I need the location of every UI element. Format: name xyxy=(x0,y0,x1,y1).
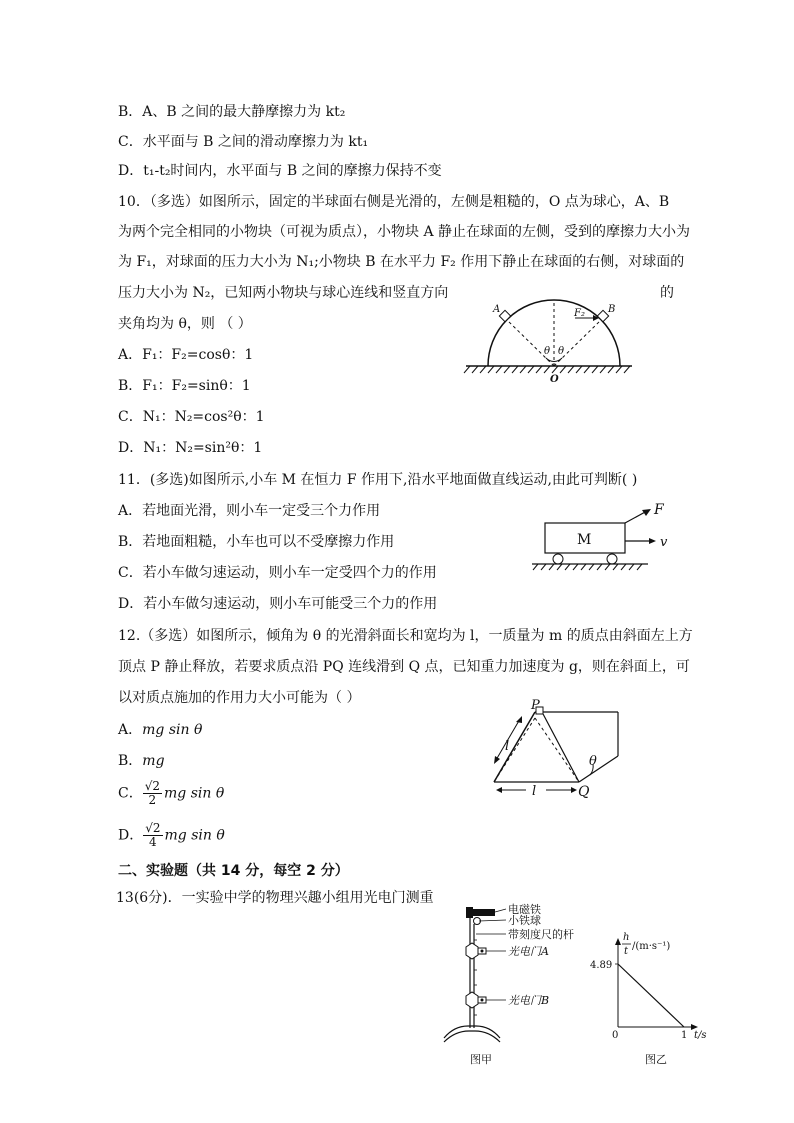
q11-stem: 11．(多选)如图所示,小车 M 在恒力 F 作用下,沿水平地面做直线运动,由此可判断( ) xyxy=(118,472,638,488)
q13-label-iron-ball: 小铁球 xyxy=(508,914,541,927)
q11-option-c: C．若小车做匀速运动，则小车一定受四个力的作用 xyxy=(118,565,437,581)
q13-apparatus-figure xyxy=(430,900,580,1070)
q12-option-c-expr: mg sin θ xyxy=(164,785,225,802)
q12-incline-figure xyxy=(482,698,642,802)
q10-theta-left: θ xyxy=(544,346,551,357)
graph-xlabel: t/s xyxy=(694,1030,707,1041)
q12-stem-line3: 以对质点施加的作用力大小可能为（ ） xyxy=(118,690,361,706)
q12-label-l-base: l xyxy=(532,784,537,799)
q13-caption-yi: 图乙 xyxy=(645,1053,667,1066)
graph-origin: 0 xyxy=(612,1030,619,1041)
q11-option-a: A．若地面光滑，则小车一定受三个力作用 xyxy=(118,503,381,519)
q11-cart-figure xyxy=(530,500,680,580)
q10-option-c: C．N₁：N₂=cos²θ：1 xyxy=(118,409,265,425)
q12-option-d-expr: mg sin θ xyxy=(164,827,225,844)
q13-label-electromagnet: 电磁铁 xyxy=(508,903,541,916)
q10-stem-line4: 压力大小为 N₂，已知两小物块与球心连线和竖直方向 xyxy=(118,285,449,301)
q10-stem-line5: 夹角均为 θ，则 （ ） xyxy=(118,316,252,332)
q12-option-c xyxy=(118,780,224,807)
q12-option-a-label: A． xyxy=(118,722,143,738)
q10-theta-right: θ xyxy=(558,346,565,357)
q13-label-gate-a: 光电门A xyxy=(508,945,549,958)
q12-label-l-slope: l xyxy=(505,739,510,754)
q11-option-b: B．若地面粗糙，小车也可以不受摩擦力作用 xyxy=(118,534,395,550)
q12-option-c-fraction xyxy=(143,780,162,807)
q12-option-c-numerator: √2 xyxy=(144,779,160,793)
q12-option-a-expr: mg sin θ xyxy=(142,722,203,738)
graph-ylabel-numerator: h xyxy=(623,932,630,943)
q10-option-b: B．F₁：F₂=sinθ：1 xyxy=(118,378,251,394)
q12-option-d-label: D． xyxy=(118,827,144,844)
q13-graph-figure xyxy=(590,930,710,1070)
q11-option-d: D．若小车做匀速运动，则小车可能受三个力的作用 xyxy=(118,596,438,612)
graph-ylabel-denominator: t xyxy=(624,946,629,957)
q10-option-d: D．N₁：N₂=sin²θ：1 xyxy=(118,440,263,456)
q12-option-d-denominator: 4 xyxy=(149,835,157,849)
q12-label-theta: θ xyxy=(589,754,597,769)
q12-option-d-fraction xyxy=(143,822,162,849)
q13-label-scale-rod: 带刻度尺的杆 xyxy=(508,928,574,941)
q12-label-q: Q xyxy=(578,784,590,800)
q10-stem-line2: 为两个完全相同的小物块（可视为质点），小物块 A 静止在球面的左侧，受到的摩擦力大小为 xyxy=(118,224,691,240)
q12-option-b xyxy=(118,751,165,771)
q10-stem-line4-end: 的 xyxy=(660,285,674,301)
graph-x-tick: 1 xyxy=(681,1030,688,1041)
q10-option-a: A．F₁：F₂=cosθ：1 xyxy=(118,347,254,363)
q12-option-d-numerator: √2 xyxy=(145,821,161,835)
q11-label-m: M xyxy=(577,532,592,548)
q10-label-a: A xyxy=(493,304,501,315)
graph-y-tick: 4.89 xyxy=(590,960,613,971)
section-heading: 二、实验题（共 14 分，每空 2 分） xyxy=(118,863,349,879)
q12-option-d xyxy=(118,822,225,849)
q9-option-d: D．t₁-t₂时间内，水平面与 B 之间的摩擦力保持不变 xyxy=(118,163,442,179)
q13-label-gate-b: 光电门B xyxy=(508,994,550,1007)
q12-option-a xyxy=(118,720,202,740)
q13-caption-jia: 图甲 xyxy=(470,1053,492,1066)
graph-data-line xyxy=(618,964,684,1027)
q13-stem: 13(6分)．一实验中学的物理兴趣小组用光电门测重 xyxy=(116,890,434,906)
q12-stem-line1: 12.（多选）如图所示，倾角为 θ 的光滑斜面长和宽均为 l，一质量为 m 的质点由斜面左上方 xyxy=(118,628,693,644)
q11-label-f: F xyxy=(654,502,664,518)
q12-label-p: P xyxy=(531,698,540,713)
q12-stem-line2: 顶点 P 静止释放，若要求质点沿 PQ 连线滑到 Q 点，已知重力加速度为 g，则在斜面上，可 xyxy=(118,659,690,675)
q11-label-v: v xyxy=(660,535,668,550)
graph-ylabel-unit: /(m·s⁻¹) xyxy=(632,941,671,952)
q9-option-b: B．A、B 之间的最大静摩擦力为 kt₂ xyxy=(118,104,346,120)
q10-label-f2: F₂ xyxy=(574,308,585,319)
q12-option-b-label: B． xyxy=(118,753,143,769)
q9-option-c: C．水平面与 B 之间的滑动摩擦力为 kt₁ xyxy=(118,134,369,150)
q10-label-o: O xyxy=(550,374,559,385)
q10-hemisphere-figure xyxy=(460,296,640,386)
q12-option-c-denominator: 2 xyxy=(148,793,157,807)
q10-stem-line1: 10．（多选）如图所示，固定的半球面右侧是光滑的，左侧是粗糙的，O 点为球心，A、B xyxy=(118,194,670,210)
q10-label-b: B xyxy=(608,304,616,315)
q12-option-b-expr: mg xyxy=(142,753,165,769)
q10-stem-line3: 为 F₁，对球面的压力大小为 N₁;小物块 B 在水平力 F₂ 作用下静止在球面的右侧，对球面的 xyxy=(118,254,685,270)
q12-option-c-label: C． xyxy=(118,785,143,802)
